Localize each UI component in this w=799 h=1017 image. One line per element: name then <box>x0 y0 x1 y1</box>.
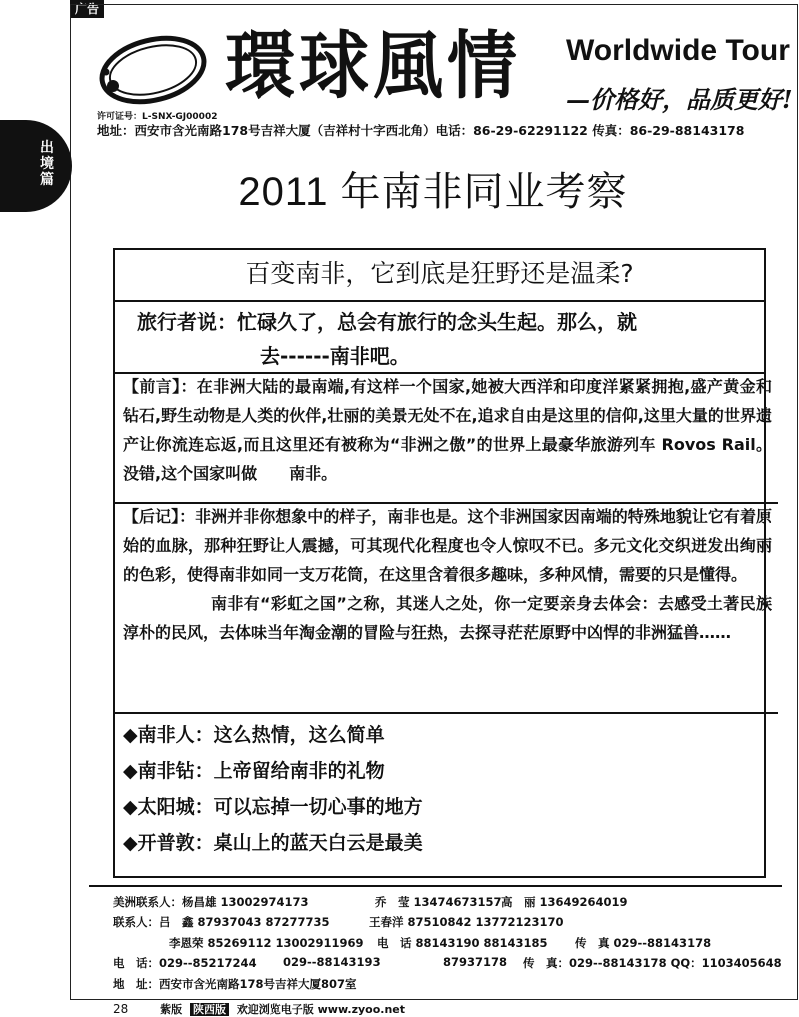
brand-name: 環球風情 <box>225 21 521 110</box>
feature-item: ◆南非钻：上帝留给南非的礼物 <box>123 760 385 782</box>
phone-1: 电 话：029--85217244 <box>113 956 257 970</box>
subtitle: 百变南非，它到底是狂野还是温柔? <box>115 250 764 302</box>
feature-item: ◆南非人：这么热情，这么简单 <box>123 724 385 746</box>
contact-americas: 美洲联系人：杨昌雄 13002974173 <box>113 895 309 909</box>
contact-qiao: 乔 莹 13474673157 <box>375 895 502 909</box>
feature-item: ◆开普敦：桌山上的蓝天白云是最美 <box>123 832 423 854</box>
side-tab-char: 篇 <box>40 172 54 188</box>
postscript-paragraph-1: 【后记】：非洲并非你想象中的样子，南非也是。这个非洲国家因南端的特殊地貌让它有着原始的血脉，那种狂野让人震撼，可其现代化程度也令人惊叹不已。多元文化交织迸发出绚丽的色彩，使得南非如同一支万花筒，在这里含着很多趣味，多种风情，需要的只是懂得。 <box>123 507 772 584</box>
website-link[interactable]: 欢迎浏览电子版 www.zyoo.net <box>236 1003 406 1016</box>
postscript-paragraph-2: 南非有“彩虹之国”之称，其迷人之处，你一定要亲身去体会：去感受土著民族淳朴的民风，去体味当年淘金潮的冒险与狂热，去探寻茫茫原野中凶悍的非洲猛兽…… <box>123 594 772 642</box>
fax-qq: 传 真：029--88143178 QQ：1103405648 <box>523 956 782 970</box>
side-tab-label <box>38 140 56 188</box>
contact-fax: 传 真 029--88143178 <box>575 936 712 950</box>
office-address: 地 址：西安市含光南路178号吉祥大厦807室 <box>113 977 357 991</box>
phone-2: 029--88143193 <box>283 955 381 969</box>
ad-tag: 广告 <box>70 0 104 18</box>
intro-line-2: 去------南非吧。 <box>260 344 410 368</box>
header-address: 地址：西安市含光南路178号吉祥大厦（吉祥村十字西北角）电话：86-29-62291122 传真：86-29-88143178 <box>97 123 745 138</box>
side-tab <box>0 120 72 212</box>
page-number: 28 <box>113 1002 129 1016</box>
feature-list <box>115 712 764 876</box>
feature-item: ◆太阳城：可以忘掉一切心事的地方 <box>123 796 423 818</box>
side-tab-char: 出 <box>40 140 54 156</box>
edition-label: 紫版 <box>160 1003 183 1016</box>
phone-3: 87937178 <box>443 955 508 969</box>
content-box <box>113 248 772 878</box>
slogan: —价格好，品质更好! <box>566 85 793 114</box>
license-number: 许可证号：L-SNX-GJ00002 <box>97 112 218 122</box>
side-tab-char: 境 <box>40 156 54 172</box>
page-footer <box>113 1001 405 1017</box>
intro-line-1: 旅行者说：忙碌久了，总会有旅行的念头生起。那么，就 <box>137 310 637 334</box>
contact-phone: 电 话 88143190 88143185 <box>377 936 548 950</box>
edition-box-label: 陕西版 <box>190 1003 229 1016</box>
preface: 【前言】：在非洲大陆的最南端,有这样一个国家,她被大西洋和印度洋紧紧拥抱,盛产黄金和钻石,野生动物是人类的伙伴,壮丽的美景无处不在,追求自由是这里的信仰,这里大量的世界遗产让你流连忘返,而且这里还有被称为“非洲之傲”的世界上最豪华旅游列车 Rovos Rail。没错,这个国家叫做 南非。 <box>115 372 778 504</box>
globe-logo-icon <box>97 30 209 108</box>
contact-lv: 联系人：吕 鑫 87937043 87277735 <box>113 915 330 929</box>
divider <box>89 885 782 887</box>
contact-gao: 高 丽 13649264019 <box>501 895 628 909</box>
page-title: 2011 年南非同业考察 <box>238 170 628 214</box>
intro <box>115 300 764 374</box>
brand-english: Worldwide Tour <box>566 34 790 67</box>
contact-li: 李恩荣 85269112 13002911969 <box>169 936 364 950</box>
postscript <box>115 502 778 714</box>
contact-wang: 王春洋 87510842 13772123170 <box>369 915 564 929</box>
